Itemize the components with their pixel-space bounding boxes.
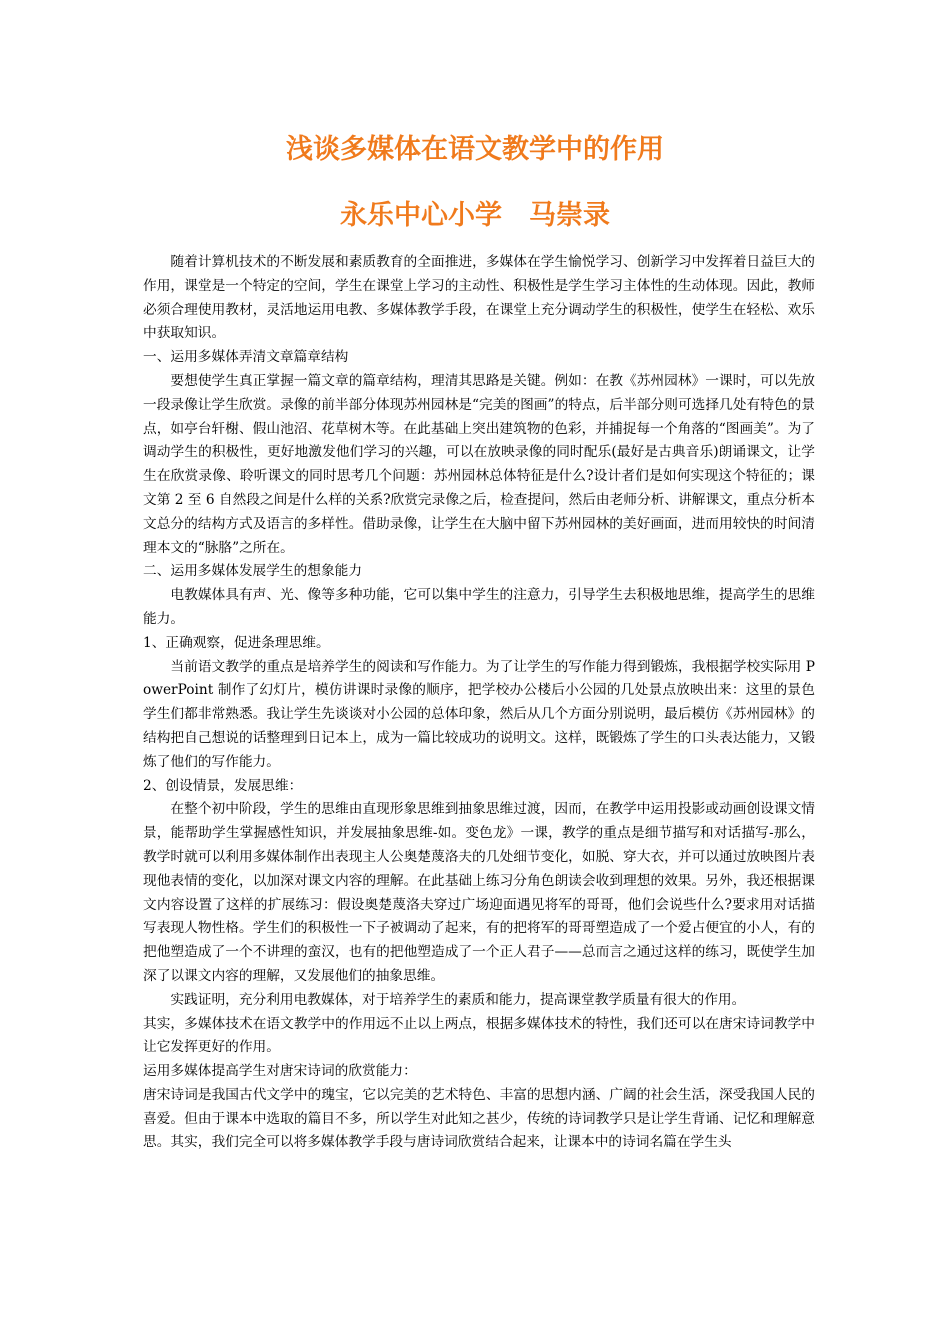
body-paragraph: 随着计算机技术的不断发展和素质教育的全面推进，多媒体在学生愉悦学习、创新学习中发挥着日益巨大的作用，课堂是一个特定的空间，学生在课堂上学习的主动性、积极性是学生学习主体性的生动体现。因此，教师必须合理使用教材，灵活地运用电教、多媒体教学手段，在课堂上充分调动学生的积极性，使学生在轻松、欢乐中获取知识。 bbox=[143, 254, 815, 342]
section-heading-or-line: 一、运用多媒体弄清文章篇章结构 bbox=[143, 349, 349, 366]
section-heading-or-line: 二、运用多媒体发展学生的想象能力 bbox=[143, 563, 363, 580]
body-paragraph: 在整个初中阶段，学生的思维由直现形象思维到抽象思维过渡，因而，在教学中运用投影或动画创设课文情景，能帮助学生掌握感性知识，并发展抽象思维-如。变色龙》一课，教学的重点是细节描写和对话描写-那么，教学时就可以利用多媒体制作出表现主人公奥楚蔑洛夫的几处细节变化，如脱、穿大衣，并可以通过放映图片表现他表情的变化，以加深对课文内容的理解。在此基础上练习分角色朗读会收到理想的效果。另外，我还根据课文内容设置了这样的扩展练习：假设奥楚蔑洛夫穿过广场迎面遇见将军的哥哥，他们会说些什么?要求用对话描写表现人物性格。学生们的积极性一下子被调动了起来，有的把将军的哥哥塑造成了一个爱占便宜的小人，有的把他塑造成了一个不讲理的蛮汉，也有的把他塑造成了一个正人君子——总而言之通过这样的练习，既使学生加深了以课文内容的理解，又发展他们的抽象思维。 bbox=[143, 801, 815, 984]
body-paragraph: 当前语文教学的重点是培养学生的阅读和写作能力。为了让学生的写作能力得到锻炼，我根据学校实际用 PowerPoint 制作了幻灯片，模仿讲课时录像的顺序，把学校办公楼后小公园的几处景点放映出来：这里的景色学生们都非常熟悉。我让学生先谈谈对小公园的总体印象，然后从几个方面分别说明，最后模仿《苏州园林》的结构把自己想说的话整理到日记本上，成为一篇比较成功的说明文。这样，既锻炼了学生的口头表达能力，又锻炼了他们的写作能力。 bbox=[143, 658, 815, 770]
section-heading-or-line: 运用多媒体提高学生对唐宋诗词的欣赏能力： bbox=[143, 1063, 417, 1080]
section-heading-or-line: 2、创设情景，发展思维： bbox=[143, 777, 303, 794]
body-paragraph: 要想使学生真正掌握一篇文章的篇章结构，理清其思路是关键。例如：在教《苏州园林》一课时，可以先放一段录像让学生欣赏。录像的前半部分体现苏州园林是“完美的图画”的特点，后半部分则可选择几处有特色的景点，如亭台轩榭、假山池沼、花草树木等。在此基础上突出建筑物的色彩，并捕捉每一个角落的“图画美”。为了调动学生的积极性，更好地激发他们学习的兴趣，可以在放映录像的同时配乐(最好是古典音乐)朗诵课文，让学生在欣赏录像、聆听课文的同时思考几个问题：苏州园林总体特征是什么?设计者们是如何实现这个特征的；课文第 2 至 6 自然段之间是什么样的关系?欣赏完录像之后，检查提问，然后由老师分析、讲解课文，重点分析本文总分的结构方式及语言的多样性。借助录像，让学生在大脑中留下苏州园林的美好画面，进而用较快的时间清理本文的“脉胳”之所在。 bbox=[143, 372, 816, 556]
section-heading-or-line: 唐宋诗词是我国古代文学中的瑰宝，它以完美的艺术特色、丰富的思想内涵、广阔的社会生活，深受我国人民的喜爱。但由于课本中选取的篇目不多，所以学生对此知之甚少，传统的诗词教学只是让学生背诵、记忆和理解意思。其实，我们完全可以将多媒体教学手段与唐诗词欣赏结合起来，让课本中的诗词名篇在学生头 bbox=[143, 1086, 815, 1151]
document-body bbox=[143, 251, 815, 1155]
document-title: 浅谈多媒体在语文教学中的作用 bbox=[286, 134, 664, 165]
author-line: 永乐中心小学 马崇录 bbox=[340, 200, 610, 231]
section-heading-or-line: 其实，多媒体技术在语文教学中的作用远不止以上两点，根据多媒体技术的特性，我们还可以在唐宋诗词教学中让它发挥更好的作用。 bbox=[143, 1015, 815, 1056]
body-paragraph: 实践证明，充分利用电教媒体，对于培养学生的素质和能力，提高课堂教学质量有很大的作用。 bbox=[170, 991, 746, 1008]
section-heading-or-line: 1、正确观察，促进条理思维。 bbox=[143, 634, 330, 651]
body-paragraph: 电教媒体具有声、光、像等多种功能，它可以集中学生的注意力，引导学生去积极地思维，提高学生的思维能力。 bbox=[143, 587, 815, 627]
